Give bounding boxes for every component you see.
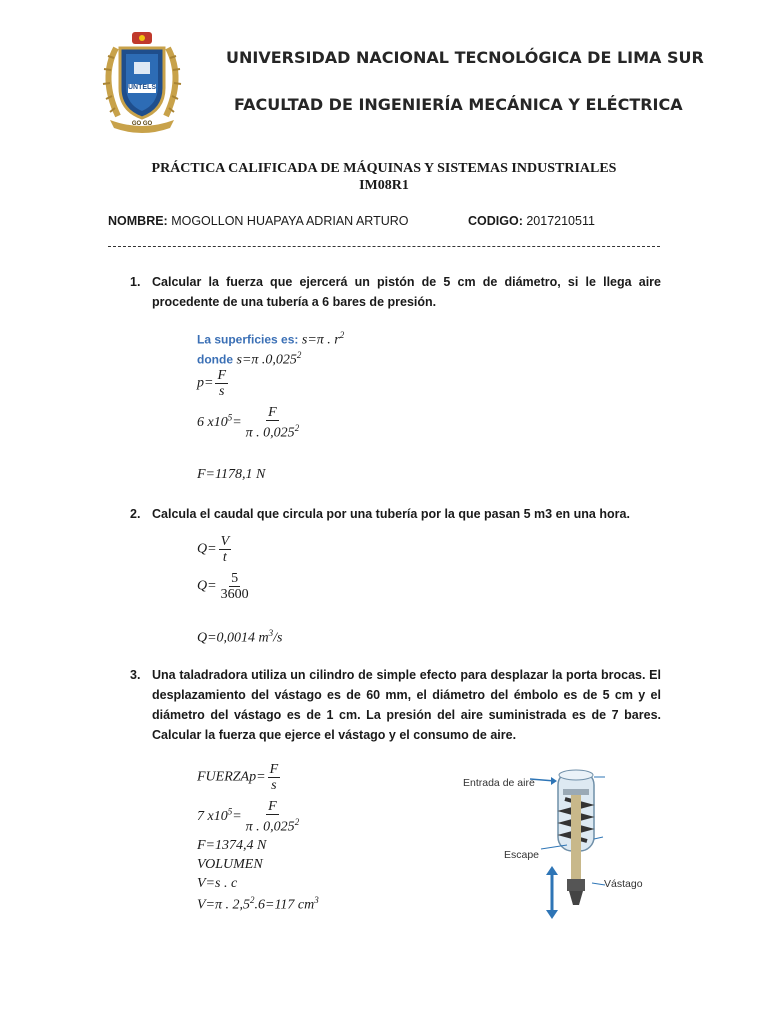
question-text: Calcular la fuerza que ejercerá un pistón de 5 cm de diámetro, si le llega aire procedente de una tubería a 6 bares de presión. xyxy=(152,275,661,309)
name-value: MOGOLLON HUAPAYA ADRIAN ARTURO xyxy=(171,214,409,228)
formula-surface: La superficies es: s=π . $r^2$ xyxy=(197,330,345,348)
university-logo xyxy=(96,28,188,136)
formula-volume-result: V=π . $2,5^2.6=117$ $cm^3$ xyxy=(197,895,319,913)
question-3 xyxy=(130,665,661,745)
formula-pressure: p= $\frac{F}{s}$ xyxy=(197,368,227,399)
label-rod: Vástago xyxy=(604,878,643,890)
page-title: PRÁCTICA CALIFICADA DE MÁQUINAS Y SISTEMAS INDUSTRIALES xyxy=(151,161,617,176)
formula-force-equation: 7 $x10^5=$ $\frac{F}{\pi . 0,025^2}$ xyxy=(197,799,300,835)
formula-volume: V=s . c xyxy=(197,876,238,891)
formula-surface-value: donde s=π .0,025$^2$ xyxy=(197,350,302,368)
formula-flow-result: Q=0,0014 $m^3/s$ xyxy=(197,628,283,646)
logo-motto: GO GO xyxy=(131,121,153,127)
question-text: Calcula el caudal que circula por una tubería por la que pasan 5 m3 en una hora. xyxy=(152,507,630,521)
code-label: CODIGO: xyxy=(468,214,523,228)
formula-volume-label: VOLUMEN xyxy=(197,857,263,872)
question-1 xyxy=(130,272,661,312)
question-number: 2. xyxy=(130,507,141,521)
code-value: 2017210511 xyxy=(526,214,595,228)
faculty-name: FACULTAD DE INGENIERÍA MECÁNICA Y ELÉCTRICA xyxy=(234,95,683,114)
formula-force: FUERZAp= $\frac{F}{s}$ xyxy=(197,762,279,793)
logo-text: UNTELS xyxy=(128,84,156,91)
untels-seal-icon xyxy=(96,28,188,136)
student-code xyxy=(468,214,595,228)
student-name xyxy=(108,214,409,228)
formula-flow-values: Q= $\frac{5}{3600}$ xyxy=(197,571,249,602)
formula-flow: Q= $\frac{V}{t}$ xyxy=(197,534,230,565)
formula-result: F=1178,1 N xyxy=(197,467,266,482)
label-donde: donde xyxy=(197,352,233,367)
label-air-inlet: Entrada de aire xyxy=(463,777,535,789)
question-number: 3. xyxy=(130,668,141,682)
question-number: 1. xyxy=(130,275,141,289)
question-2 xyxy=(130,504,661,524)
formula-force-result: F=1374,4 N xyxy=(197,838,267,853)
formula-equation: 6 $x10^5=$ $\frac{F}{\pi . 0,025^2}$ xyxy=(197,405,300,441)
course-code: IM08R1 xyxy=(359,178,409,193)
name-label: NOMBRE: xyxy=(108,214,168,228)
label-superficie: La superficies es: xyxy=(197,332,299,347)
question-text: Una taladradora utiliza un cilindro de simple efecto para desplazar la porta brocas. El desplazamiento del vástago es de 60 mm, el diámetro del émbolo es de 5 cm y el diámetro del vástago es de 1 cm. La presión del aire suministrada es de 7 bares. Calcular la fuerza que ejerce el vástago y el consumo de aire. xyxy=(152,668,661,742)
divider xyxy=(108,246,660,247)
label-exhaust: Escape xyxy=(504,849,540,861)
university-name: UNIVERSIDAD NACIONAL TECNOLÓGICA DE LIMA SUR xyxy=(226,48,704,67)
cylinder-diagram xyxy=(455,765,675,920)
